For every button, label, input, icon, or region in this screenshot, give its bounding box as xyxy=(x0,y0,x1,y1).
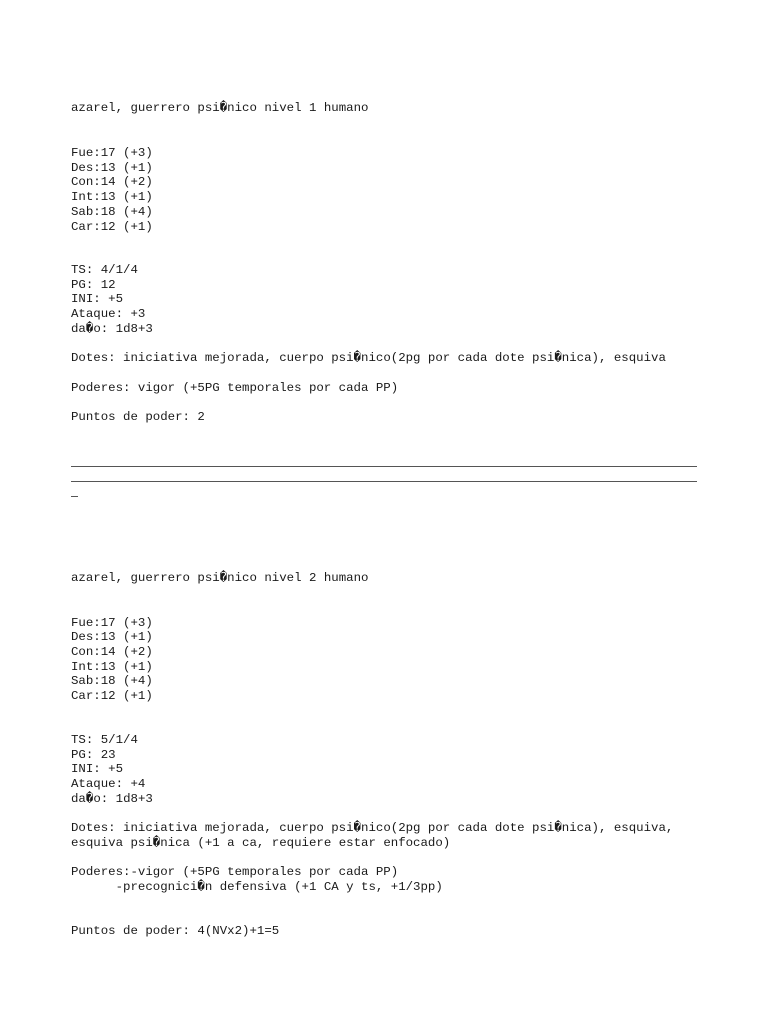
character-title: azarel, guerrero psi�nico nivel 1 humano xyxy=(71,101,369,115)
combat-line: TS: 5/1/4 xyxy=(71,733,138,747)
feats-line: esquiva psi�nica (+1 a ca, requiere estar enfocado) xyxy=(71,835,451,850)
separator-rule-stub xyxy=(71,496,78,497)
stat-line: Des:13 (+1) xyxy=(71,160,153,175)
combat-line: Ataque: +3 xyxy=(71,307,146,322)
power-points-line: Puntos de poder: 2 xyxy=(71,410,205,424)
stat-line: Sab:18 (+4) xyxy=(71,674,153,689)
combat-line: INI: +5 xyxy=(71,292,124,307)
stat-line: Car:12 (+1) xyxy=(71,219,153,234)
stat-line: Car:12 (+1) xyxy=(71,689,153,703)
combat-line: da�o: 1d8+3 xyxy=(71,321,153,336)
stat-line: Fue:17 (+3) xyxy=(71,146,153,160)
stat-line: Int:13 (+1) xyxy=(71,659,153,674)
stat-line: Con:14 (+2) xyxy=(71,175,153,190)
character-title: azarel, guerrero psi�nico nivel 2 humano xyxy=(71,571,369,585)
separator-rule xyxy=(71,481,697,482)
powers-line: Poderes: vigor (+5PG temporales por cada PP) xyxy=(71,380,399,395)
power-points-line: Puntos de poder: 4(NVx2)+1=5 xyxy=(71,924,280,938)
combat-line: PG: 23 xyxy=(71,747,116,762)
combat-line: da�o: 1d8+3 xyxy=(71,791,153,806)
powers-line: Poderes:-vigor (+5PG temporales por cada PP) xyxy=(71,865,399,879)
feats-line: Dotes: iniciativa mejorada, cuerpo psi�nico(2pg por cada dote psi�nica), esquiva xyxy=(71,351,666,365)
document-body xyxy=(71,0,711,938)
powers-line: -precognici�n defensiva (+1 CA y ts, +1/3pp) xyxy=(71,879,443,894)
stat-line: Fue:17 (+3) xyxy=(71,615,153,630)
stat-line: Int:13 (+1) xyxy=(71,190,153,205)
combat-line: TS: 4/1/4 xyxy=(71,263,138,277)
feats-line: Dotes: iniciativa mejorada, cuerpo psi�nico(2pg por cada dote psi�nica), esquiva, xyxy=(71,821,674,835)
combat-line: PG: 12 xyxy=(71,277,116,292)
stat-line: Des:13 (+1) xyxy=(71,630,153,645)
stat-line: Sab:18 (+4) xyxy=(71,204,153,219)
stat-line: Con:14 (+2) xyxy=(71,644,153,659)
combat-line: INI: +5 xyxy=(71,762,124,777)
separator-rule xyxy=(71,466,697,467)
combat-line: Ataque: +4 xyxy=(71,777,146,792)
